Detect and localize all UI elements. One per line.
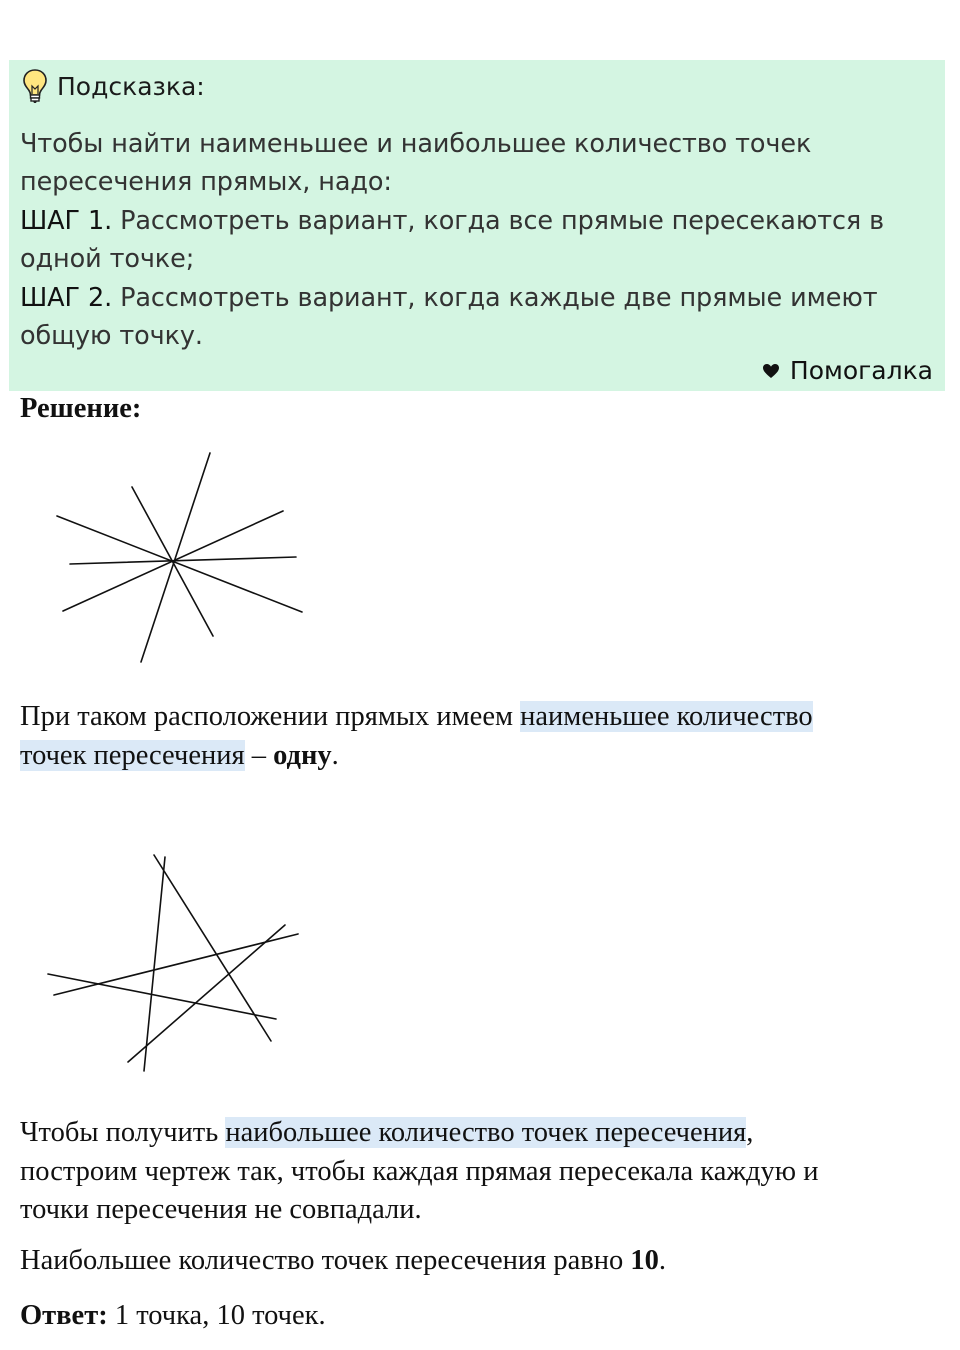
- paragraph-max-count: Наибольшее количество точек пересечения равно 10.: [20, 1245, 666, 1276]
- highlight: точек пересечения: [20, 739, 245, 771]
- hint-text: [20, 125, 920, 355]
- line: [154, 855, 271, 1041]
- lightbulb-icon: [21, 68, 49, 104]
- step-2-text: Рассмотреть вариант, когда каждые две прямые имеют: [112, 282, 878, 313]
- hint-step-1: [20, 202, 920, 240]
- highlight: наибольшее количество точек пересечения: [225, 1117, 747, 1148]
- hint-step-2-cont: общую точку.: [20, 321, 203, 352]
- hint-box: [9, 60, 945, 391]
- solution-title: Решение:: [20, 393, 142, 424]
- step-1-text: Рассмотреть вариант, когда все прямые пересекаются в: [112, 205, 885, 236]
- hint-line: Чтобы найти наименьшее и наибольшее количество точек: [20, 129, 812, 159]
- hint-step-2: [20, 279, 920, 317]
- answer-line: [20, 1300, 326, 1332]
- credit-label: Помогалка: [789, 356, 933, 385]
- hint-title: Подсказка:: [57, 71, 205, 101]
- step-2-label: ШАГ 2.: [20, 282, 113, 313]
- paragraph-max: Чтобы получить наибольшее количество точек пересечения, построим чертеж так, чтобы каждая прямая пересекала каждую и точки пересечения не совпадали.: [20, 1117, 819, 1225]
- line: [54, 934, 298, 995]
- figure-concurrent-lines: [40, 445, 320, 675]
- answer-text: 1 точка, 10 точек.: [107, 1300, 326, 1331]
- line: [70, 557, 296, 564]
- hint-header: [21, 68, 205, 104]
- figure-general-lines: [40, 845, 310, 1080]
- answer-ten: 10: [630, 1245, 659, 1276]
- paragraph-min: При таком расположении прямых имеем наименьшее количество точек пересечения – одну.: [20, 701, 813, 771]
- heart-icon: [762, 363, 780, 379]
- credit[interactable]: [762, 356, 933, 385]
- hint-line: пересечения прямых, надо:: [20, 167, 392, 198]
- line: [63, 511, 283, 611]
- answer-label: Ответ:: [20, 1300, 108, 1331]
- answer-one: одну: [273, 739, 332, 771]
- line: [141, 453, 210, 662]
- highlight: наименьшее количество: [520, 701, 813, 732]
- line: [48, 974, 276, 1019]
- step-1-label: ШАГ 1.: [20, 205, 113, 236]
- hint-step-1-cont: одной точке;: [20, 244, 195, 275]
